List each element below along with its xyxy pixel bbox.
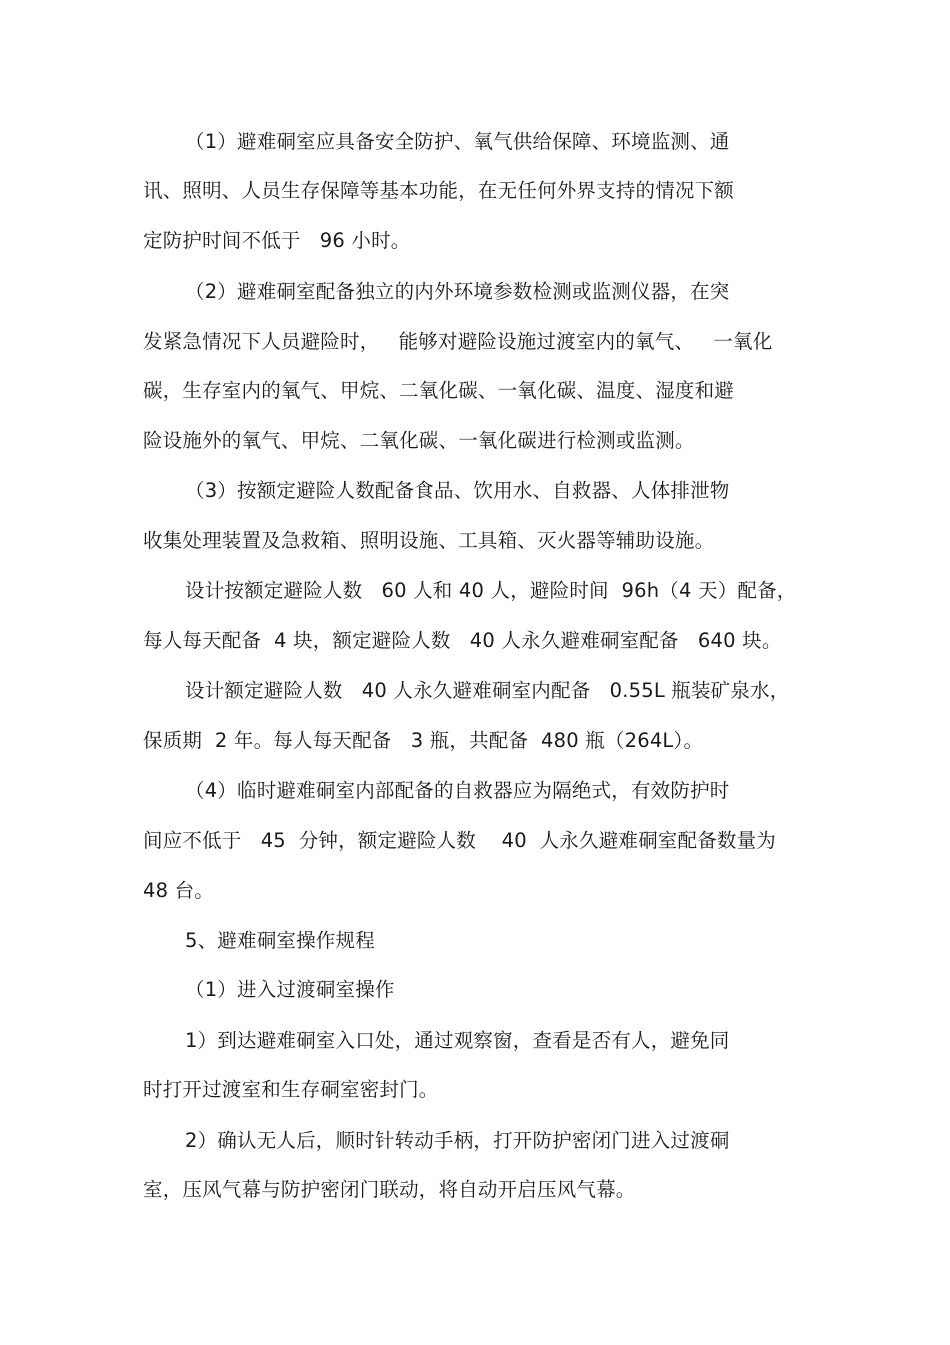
text-line: 设计按额定避险人数 60 人和 40 人，避险时间 96h（4 天）配备， (185, 579, 797, 602)
text-line: 间应不低于 45 分钟，额定避险人数 40 人永久避难硐室配备数量为 (143, 829, 777, 852)
text-line: （4）临时避难硐室内部配备的自救器应为隔绝式，有效防护时 (185, 779, 730, 802)
text-line: 碳，生存室内的氧气、甲烷、二氧化碳、一氧化碳、温度、湿度和避 (143, 379, 735, 402)
subsection-heading: （1）进入过渡硐室操作 (185, 978, 395, 1001)
text-line: 1）到达避难硐室入口处，通过观察窗，查看是否有人，避免同 (185, 1029, 730, 1052)
text-line: 保质期 2 年。每人每天配备 3 瓶，共配备 480 瓶（264L）。 (143, 729, 704, 752)
text-line: 定防护时间不低于 96 小时。 (143, 229, 411, 252)
text-line: 设计额定避险人数 40 人永久避难硐室内配备 0.55L 瓶装矿泉水， (185, 679, 790, 702)
text-line: 室，压风气幕与防护密闭门联动，将自动开启压风气幕。 (143, 1178, 636, 1201)
text-line: 发紧急情况下人员避险时， 能够对避险设施过渡室内的氧气、 一氧化 (143, 330, 773, 353)
text-line: 2）确认无人后，顺时针转动手柄，打开防护密闭门进入过渡硐 (185, 1129, 730, 1152)
text-line: 险设施外的氧气、甲烷、二氧化碳、一氧化碳进行检测或监测。 (143, 429, 695, 452)
text-line: 讯、照明、人员生存保障等基本功能，在无任何外界支持的情况下额 (143, 179, 735, 202)
text-line: （2）避难硐室配备独立的内外环境参数检测或监测仪器，在突 (185, 280, 730, 303)
text-line: （1）避难硐室应具备安全防护、氧气供给保障、环境监测、通 (185, 130, 730, 153)
text-line: 48 台。 (143, 879, 215, 902)
text-line: 收集处理装置及急救箱、照明设施、工具箱、灭火器等辅助设施。 (143, 529, 715, 552)
section-heading: 5、避难硐室操作规程 (185, 929, 375, 952)
text-line: 时打开过渡室和生存硐室密封门。 (143, 1078, 439, 1101)
text-line: （3）按额定避险人数配备食品、饮用水、自救器、人体排泄物 (185, 479, 730, 502)
text-line: 每人每天配备 4 块，额定避险人数 40 人永久避难硐室配备 640 块。 (143, 629, 782, 652)
